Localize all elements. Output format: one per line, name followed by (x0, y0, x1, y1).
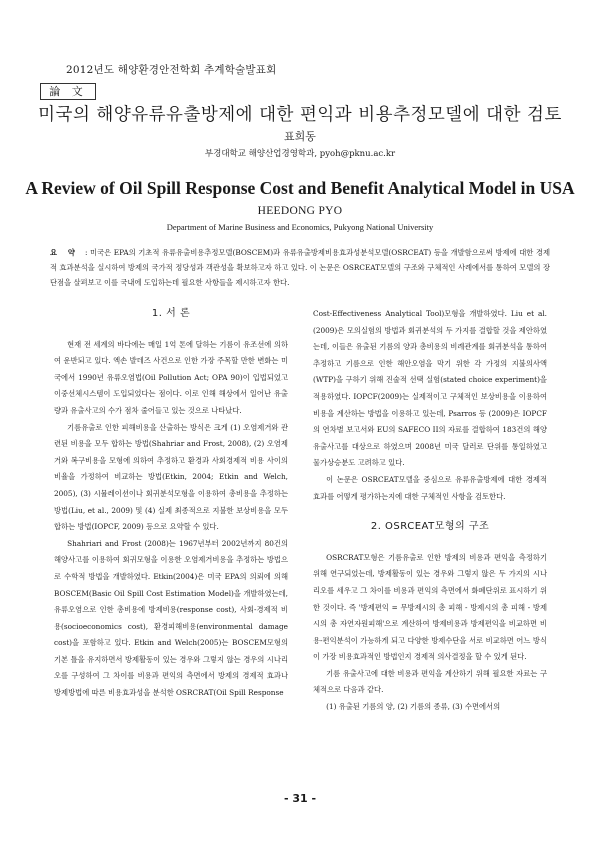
right-column (313, 306, 547, 716)
abstract-text: : 미국은 EPA의 기초적 유류유출비용추정모델(BOSCEM)과 유류유출방제비용효과성분석모델(OSRCEAT) 등을 개발함으로써 방제에 대한 경제적 효과분석을 실시하여 방제의 국가적 정당성과 객관성을 확보하고자 하고 있다. 이 논문은 OSRCEAT모델의 구조와 구체적인 사례에서를 통하여 모델의 장단점을 살펴보고 이를 국내에 도입하는데 필요한 사항들을 제시하고자 한다. (50, 248, 551, 287)
paragraph: OSRCRAT모형은 기름유출로 인한 방제의 비용과 편익을 측정하기 위해 연구되었는데, 방제활동이 있는 경우와 그렇지 않은 두 가지의 시나리오를 세우고 그 차이를 비용과 편익의 측면에서 화폐단위로 표시하기 위한 것이다. 즉 '방제편익 = 무방제시의 총 피해 - 방제시의 총 피해 - 방제시의 총 자연자원피해'으로 계산하여 방제비용과 방제편익을 비교하면 비용-편익분석이 가능하게 되고 다양한 방제수단을 서로 비교하면 어느 방식이 가장 비용효과적인 방법인지 경제적 의사결정을 할 수 있게 된다. (313, 552, 547, 662)
paper-type-tag: 論 文 (40, 83, 96, 100)
paragraph: 기름 유출사고에 대한 비용과 편익을 계산하기 위해 필요한 자료는 구체적으로 다음과 같다. (313, 668, 547, 695)
paragraph: Shahriari and Frost (2008)는 1967년부터 2002년까지 80건의 해양사고를 이용하여 회귀모형을 이용한 오염제거비용을 추정하는 방법으로 수학적 방법을 개발하였다. Etkin(2004)은 미국 EPA의 의뢰에 의해 BOSCEM(Basic Oil Spill Cost Estimation Model)을 개발하였는데, 유류오염으로 인한 총비용에 방제비용(response cost), 사회-경제적 비용(socioeconomics cost), 환경피해비용(environmental damage cost)을 포함하고 있다. Etkin and Welch(2005)는 BOSCEM모형의 기본 틀을 유지하면서 방제활동이 있는 경우와 그렇지 않는 경우의 시나리오를 구성하여 그 차이를 비용과 편익의 측면에서 방제의 경제적 효과나 방제방법에 따른 비용효과성을 분석한 OSRCRAT(Oil Spill Response (54, 538, 288, 698)
paragraph: Cost-Effectiveness Analytical Tool)모형을 개발하였다. Liu et al.(2009)은 모의실험의 방법과 회귀분석의 두 가지를 결합할 것을 제안하였는데, 이들은 유출된 기름의 양과 총비용의 비례관계를 회귀분석을 통하여 추정하고 기름으로 인한 해안오염을 막기 위한 각 가정의 지불의사액(WTP)을 구하기 위해 진술적 선택 실험(stated choice experiment)을 적용하였다. IOPCF(2009)는 실제적이고 구체적인 보상비용을 이용하여 비용을 계산하는 방법을 이용하고 있는데, Psarros 등 (2009)은 IOPCF의 연차별 보고서와 EU의 SAFECO II의 자료를 결합하여 183건의 해양유출사고를 대상으로 하였으며 2008년 미국 달러로 단위를 통일하였고 물가상승분도 고려하고 있다. (313, 309, 547, 468)
paragraph: (1) 유출된 기름의 양, (2) 기름의 종류, (3) 수면에서의 (326, 702, 501, 712)
affiliation-english: Department of Marine Business and Economics, Pukyong National University (166, 222, 434, 232)
abstract (50, 245, 550, 290)
page-number: - 31 - (283, 792, 317, 805)
section-title-introduction: 1. 서 론 (151, 308, 191, 319)
conference-header: 2012년도 해양환경안전학회 추계학술발표회 (66, 64, 277, 76)
paragraph: 현재 전 세계의 바다에는 매일 1억 톤에 달하는 기름이 유조선에 의하여 운반되고 있다. 엑손 발데즈 사건으로 인한 가장 주목할 만한 변화는 미국에서 1990년 유류오염법(Oil Pollution Act; OPA 90)이 입법되었고 이중선체시스템이 도입되었다는 점이다. 이로 인해 해상에서 일어난 유출량과 유출사고의 수가 점차 줄어들고 있는 것으로 나타났다. (54, 339, 288, 415)
section-title-structure: 2. OSRCEAT모형의 구조 (370, 521, 490, 533)
author-english: HEEDONG PYO (257, 205, 343, 217)
affiliation-korean: 부경대학교 해양산업경영학과, pyoh@pknu.ac.kr (204, 149, 396, 159)
abstract-label: 요 약 (50, 248, 79, 257)
author-korean: 표희동 (284, 130, 316, 143)
title-english: A Review of Oil Spill Response Cost and Benefit Analytical Model in USA (25, 178, 575, 198)
paragraph: 이 논문은 OSRCEAT모델을 중심으로 유류유출방제에 대한 경제적 효과를 어떻게 평가하는지에 대한 구체적인 사항을 검토한다. (313, 474, 547, 501)
paragraph: 기름유출로 인한 피해비용을 산출하는 방식은 크게 (1) 오염제거와 관련된 비용을 모두 합하는 방법(Shahriar and Frost, 2008), (2) 오염제거와 복구비용을 모형에 의하여 추정하고 환경과 사회경제적 비용 사이의 비율을 가정하여 비교하는 방법(Etkin, 2004; Etkin and Welch, 2005), (3) 시뮬레이션이나 회귀분석모형을 이용하여 총비용을 추정하는 방법(Liu, et al., 2009) 및 (4) 실제 최종적으로 지불한 보상비용을 모두 합하는 방법(IOPCF, 2009) 등으로 요약할 수 있다. (54, 422, 288, 532)
left-column (54, 306, 288, 702)
title-korean: 미국의 해양유류유출방제에 대한 편익과 비용추정모델에 대한 검토 (38, 105, 562, 125)
